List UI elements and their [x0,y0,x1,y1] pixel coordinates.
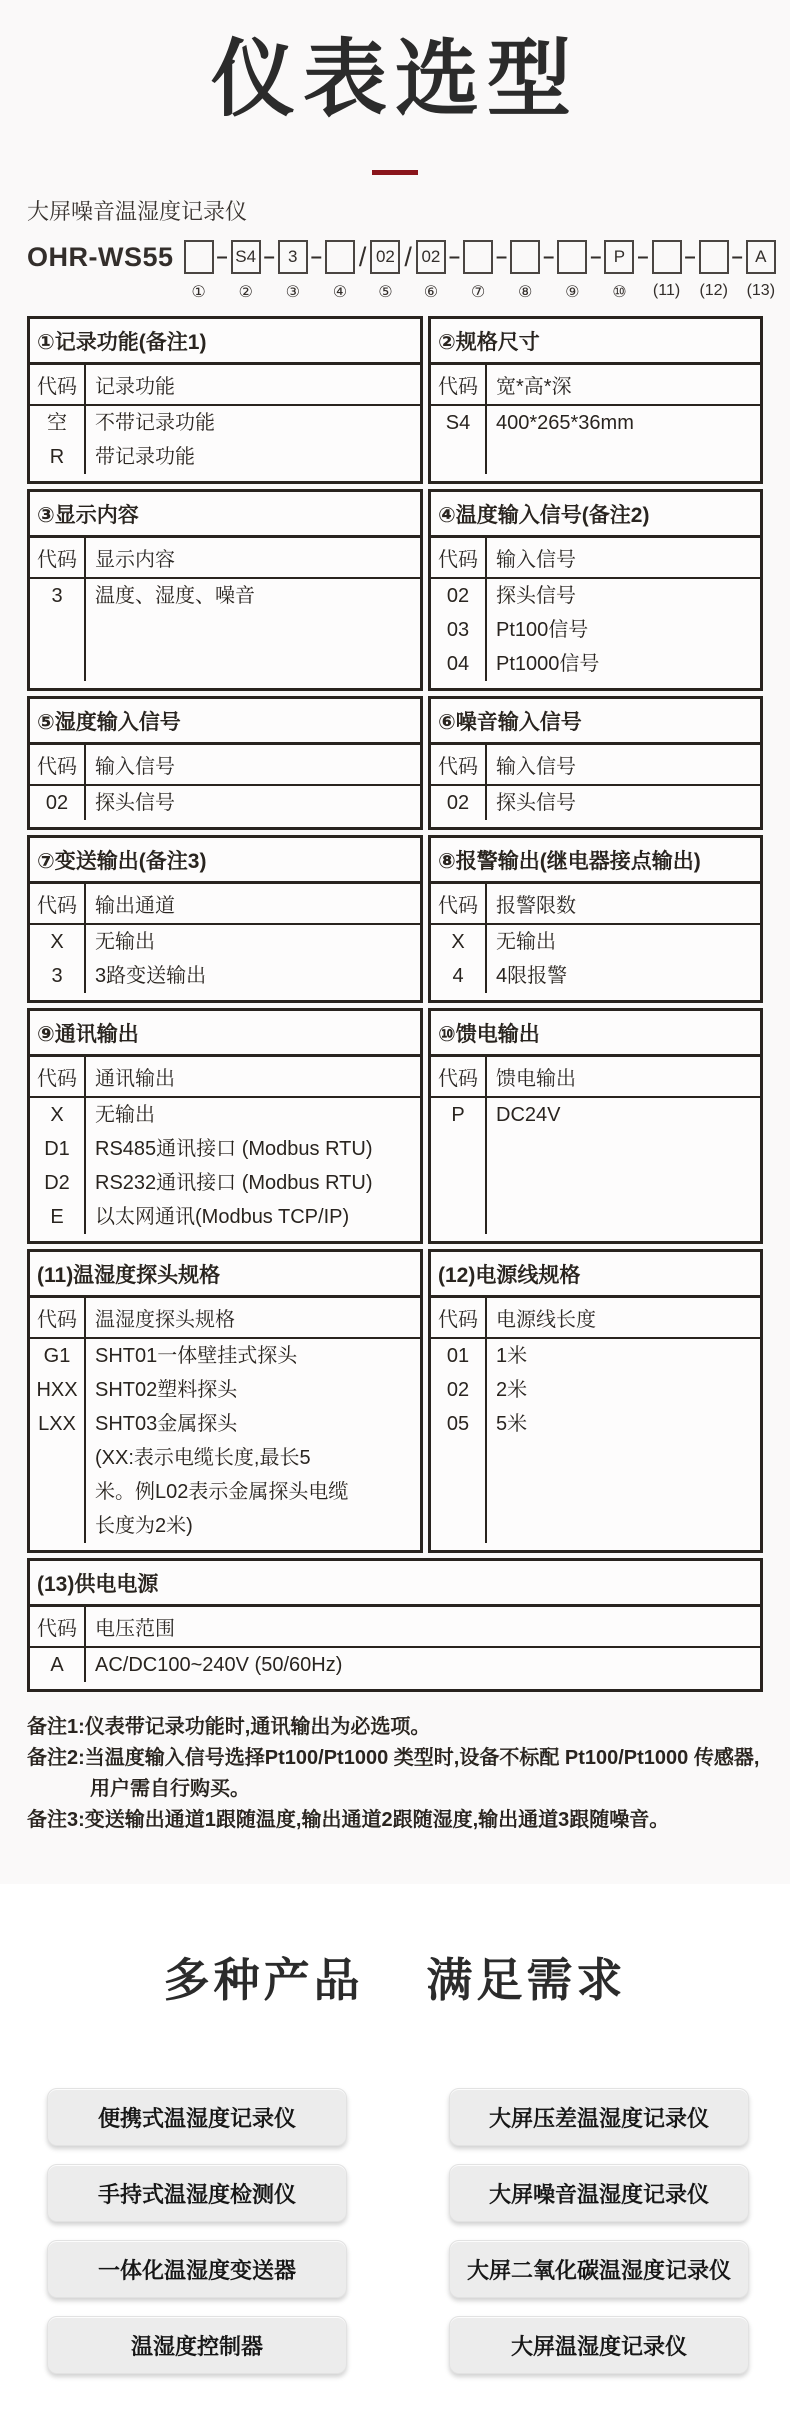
code-header-cell: 代码 [30,365,86,404]
spec-table [27,1249,423,1553]
model-code-box: P [604,240,634,274]
model-separator: – [637,246,649,269]
spec-table-header [30,884,420,925]
desc-cell: 带记录功能 [95,446,195,469]
code-header-cell: 代码 [30,1298,86,1337]
code-column [431,925,487,993]
value-header-cell: 宽*高*深 [496,376,572,399]
code-column [30,1098,86,1234]
code-header-cell: 代码 [431,1298,487,1337]
model-segment [652,240,682,300]
spec-table-header [431,884,760,925]
model-separator: – [590,246,602,269]
spec-table [428,696,763,830]
desc-cell: 无输出 [95,1104,155,1127]
code-column [30,786,86,820]
code-cell: 02 [446,585,470,608]
spec-table-title: (13)供电电源 [30,1561,760,1607]
spec-table [428,316,763,484]
model-segment-index: (12) [699,282,728,300]
desc-column [86,1648,760,1682]
code-header-cell: 代码 [30,538,86,577]
model-separator: – [731,246,743,269]
code-cell: LXX [38,1413,76,1436]
value-header-cell: 报警限数 [496,895,576,918]
model-segment [463,240,493,302]
model-separator: / [404,242,412,273]
model-code-box: S4 [231,240,261,274]
spec-table-header [431,1057,760,1098]
code-header-cell: 代码 [431,1057,487,1096]
product-button[interactable]: 大屏压差温湿度记录仪 [449,2088,749,2146]
code-column [30,1648,86,1682]
model-code-box: 3 [278,240,308,274]
model-segment [278,240,308,302]
spec-table-title: (11)温湿度探头规格 [30,1252,420,1298]
model-code-box: A [746,240,776,274]
spec-table [27,696,423,830]
code-cell: 03 [446,619,470,642]
desc-cell: 温度、湿度、噪音 [95,585,255,608]
code-cell: X [451,931,465,954]
code-cell: X [50,1104,64,1127]
desc-cell: 探头信号 [496,585,576,608]
product-button[interactable]: 手持式温湿度检测仪 [47,2164,347,2222]
desc-column [487,579,760,681]
model-separator: – [216,246,228,269]
code-cell: HXX [36,1379,78,1402]
code-header-cell: 代码 [30,745,86,784]
spec-table-body [30,925,420,1000]
note-line: 用户需自行购买。 [90,1778,250,1801]
value-header-cell: 馈电输出 [496,1068,576,1091]
code-cell: 02 [446,1379,470,1402]
desc-column [487,1098,760,1234]
model-separator: – [448,246,461,269]
spec-table [27,1558,763,1692]
desc-column [487,1339,760,1543]
code-cell: 05 [446,1413,470,1436]
model-segment-index: ③ [285,284,300,302]
spec-table-body [30,579,420,688]
desc-column [487,786,760,820]
table-pair-row [27,316,763,484]
products-title: 多种产品 满足需求 [163,1954,627,2007]
model-segment-index: ⑦ [470,284,486,302]
desc-cell: 无输出 [496,931,556,954]
spec-table-title: ③显示内容 [30,492,420,538]
code-cell: S4 [445,412,471,435]
spec-table-header [431,1298,760,1339]
spec-table-body [431,406,760,481]
model-segment-index: ④ [332,284,348,302]
spec-table-title: ⑥噪音输入信号 [431,699,760,745]
desc-cell: 不带记录功能 [95,412,215,435]
model-segment [416,240,446,302]
model-code-box: 02 [416,240,446,274]
code-column [30,925,86,993]
product-subtitle: 大屏噪音温湿度记录仪 [27,199,248,225]
value-header-cell: 温湿度探头规格 [95,1309,235,1332]
model-segment-index: ⑨ [565,284,580,302]
spec-table-body [431,579,760,688]
spec-table [27,1008,423,1244]
desc-cell: SHT01一体壁挂式探头 [95,1345,298,1368]
product-button-grid [27,2088,763,2374]
value-header-cell: 电源线长度 [496,1309,596,1332]
code-column [30,579,86,681]
spec-table-body [431,925,760,1000]
desc-column [86,1339,420,1543]
note-line: 备注1:仪表带记录功能时,通讯输出为必选项。 [27,1716,431,1739]
model-code-box [699,240,729,274]
desc-cell: 4限报警 [496,965,568,988]
spec-table-title: ④温度输入信号(备注2) [431,492,760,538]
code-header-cell: 代码 [431,538,487,577]
product-button[interactable]: 便携式温湿度记录仪 [47,2088,347,2146]
code-header-cell: 代码 [30,1057,86,1096]
spec-table-header [431,538,760,579]
model-segment-index: (11) [652,282,681,300]
products-section [0,1884,790,2414]
code-cell [30,1441,84,1475]
code-cell: A [50,1654,64,1677]
model-code-box [652,240,682,274]
model-code-box [184,240,214,274]
model-prefix: OHR-WS55 [27,242,174,273]
code-cell: D1 [44,1138,70,1161]
model-segment [510,240,540,302]
desc-cell: 探头信号 [496,792,576,815]
spec-table-title: ⑩馈电输出 [431,1011,760,1057]
model-separator: – [684,246,696,269]
spec-table-header [30,1298,420,1339]
desc-cell: 400*265*36mm [496,412,634,435]
value-header-cell: 电压范围 [95,1618,175,1641]
table-pair-row [27,835,763,1003]
model-segment-index: ⑧ [518,284,533,302]
spec-table-header [30,538,420,579]
spec-table [27,835,423,1003]
desc-cell: Pt100信号 [496,619,589,642]
model-segment-index: (13) [746,282,776,300]
code-cell [30,1475,84,1509]
desc-column [487,406,760,474]
code-column [30,406,86,474]
code-cell: 3 [51,965,63,988]
desc-cell: 以太网通讯(Modbus TCP/IP) [95,1206,350,1229]
value-header-cell: 记录功能 [95,376,175,399]
desc-cell: Pt1000信号 [496,653,600,676]
spec-table-header [431,365,760,406]
model-segment-index: ② [238,284,253,302]
code-header-cell: 代码 [431,884,487,923]
model-segment-index: ① [191,284,206,302]
desc-cell: 5米 [496,1413,528,1436]
table-pair-row [27,696,763,830]
model-separator: – [496,246,508,269]
desc-cell: (XX:表示电缆长度,最长5 [95,1447,311,1470]
spec-table-header [30,745,420,786]
desc-cell: SHT03金属探头 [95,1413,238,1436]
spec-table-title: ①记录功能(备注1) [30,319,420,365]
model-code-box [557,240,587,274]
code-cell: 01 [446,1345,470,1368]
code-header-cell: 代码 [431,365,487,404]
spec-table [428,835,763,1003]
desc-cell: 1米 [496,1345,528,1368]
model-separator: – [310,246,322,269]
desc-cell: SHT02塑料探头 [95,1379,238,1402]
code-column [431,1098,487,1234]
model-segment [557,240,587,302]
model-separator: – [543,246,555,269]
desc-column [86,925,420,993]
model-code-box [463,240,493,274]
spec-table [428,489,763,691]
code-cell: 空 [47,412,67,435]
code-column [431,579,487,681]
model-segment [325,240,355,302]
table-pair-row [27,1008,763,1244]
spec-table-header [30,1607,760,1648]
spec-table-body [30,1648,760,1689]
accent-dash [372,170,418,175]
code-header-cell: 代码 [30,1607,86,1646]
code-cell: 4 [452,965,464,988]
desc-column [86,406,420,474]
note-line: 备注3:变送输出通道1跟随温度,输出通道2跟随湿度,输出通道3跟随噪音。 [27,1809,670,1832]
table-pair-row [27,1249,763,1553]
spec-table-header [431,745,760,786]
spec-table-title: ⑧报警输出(继电器接点输出) [431,838,760,884]
page-title: 仪表选型 [210,32,579,126]
model-separator: / [358,242,367,273]
spec-table-title: ⑨通讯输出 [30,1011,420,1057]
model-segment [604,240,634,302]
model-segment [699,240,729,300]
code-column [431,406,487,474]
spec-table-body [30,1098,420,1241]
spec-table-body [30,786,420,827]
spec-table [428,1249,763,1553]
desc-cell: 长度为2米) [95,1515,193,1538]
desc-cell: 探头信号 [95,792,175,815]
code-cell: P [451,1104,465,1127]
spec-table-title: (12)电源线规格 [431,1252,760,1298]
spec-table-body [431,1098,760,1241]
desc-column [86,1098,420,1234]
product-button[interactable]: 温湿度控制器 [47,2316,347,2374]
value-header-cell: 通讯输出 [95,1068,175,1091]
code-cell: G1 [43,1345,71,1368]
spec-table [27,316,423,484]
spec-table-title: ⑤湿度输入信号 [30,699,420,745]
model-segment [184,240,214,302]
code-cell: R [49,446,65,469]
code-cell: 04 [446,653,470,676]
spec-table [27,489,423,691]
model-segment [370,240,400,302]
code-cell: E [50,1206,64,1229]
product-button[interactable]: 大屏噪音温湿度记录仪 [449,2164,749,2222]
model-code-box: 02 [370,240,400,274]
model-code-box [325,240,355,274]
spec-table-title: ②规格尺寸 [431,319,760,365]
spec-table-body [431,1339,760,1550]
model-code-row [27,240,776,302]
desc-cell: AC/DC100~240V (50/60Hz) [95,1654,343,1677]
value-header-cell: 输出通道 [95,895,175,918]
note-line: 备注2:当温度输入信号选择Pt100/Pt1000 类型时,设备不标配 Pt100/Pt1000 传感器, [27,1747,760,1770]
spec-table-body [30,406,420,481]
model-segment [746,240,776,300]
value-header-cell: 输入信号 [496,549,576,572]
spec-table [428,1008,763,1244]
spec-tables [27,316,763,1692]
model-segment [231,240,261,302]
code-cell [30,1509,84,1543]
code-header-cell: 代码 [30,884,86,923]
product-button[interactable]: 一体化温湿度变送器 [47,2240,347,2298]
desc-cell: RS485通讯接口 (Modbus RTU) [95,1138,373,1161]
spec-table-header [30,1057,420,1098]
spec-table-header [30,365,420,406]
desc-cell: DC24V [496,1104,561,1127]
model-segment-index: ⑩ [612,284,627,302]
table-pair-row [27,489,763,691]
desc-cell: 3路变送输出 [95,965,207,988]
notes-block [27,1712,763,1836]
product-button[interactable]: 大屏二氧化碳温湿度记录仪 [449,2240,749,2298]
value-header-cell: 输入信号 [496,756,576,779]
model-segment-index: ⑤ [378,284,393,302]
model-segment-index: ⑥ [423,284,439,302]
code-cell: X [50,931,64,954]
code-cell: 02 [45,792,69,815]
desc-cell: 2米 [496,1379,528,1402]
desc-cell: 无输出 [95,931,155,954]
desc-column [487,925,760,993]
code-column [431,1339,487,1543]
code-cell: 3 [51,585,63,608]
spec-table-title: ⑦变送输出(备注3) [30,838,420,884]
desc-column [86,786,420,820]
code-column [30,1339,86,1543]
desc-column [86,579,420,681]
value-header-cell: 显示内容 [95,549,175,572]
desc-cell: RS232通讯接口 (Modbus RTU) [95,1172,373,1195]
spec-table-body [30,1339,420,1550]
code-column [431,786,487,820]
model-code-box [510,240,540,274]
desc-cell: 米。例L02表示金属探头电缆 [95,1481,349,1504]
code-header-cell: 代码 [431,745,487,784]
model-separator: – [263,246,275,269]
spec-table-body [431,786,760,827]
code-cell: D2 [44,1172,70,1195]
code-cell: 02 [446,792,470,815]
value-header-cell: 输入信号 [95,756,175,779]
product-button[interactable]: 大屏温湿度记录仪 [449,2316,749,2374]
